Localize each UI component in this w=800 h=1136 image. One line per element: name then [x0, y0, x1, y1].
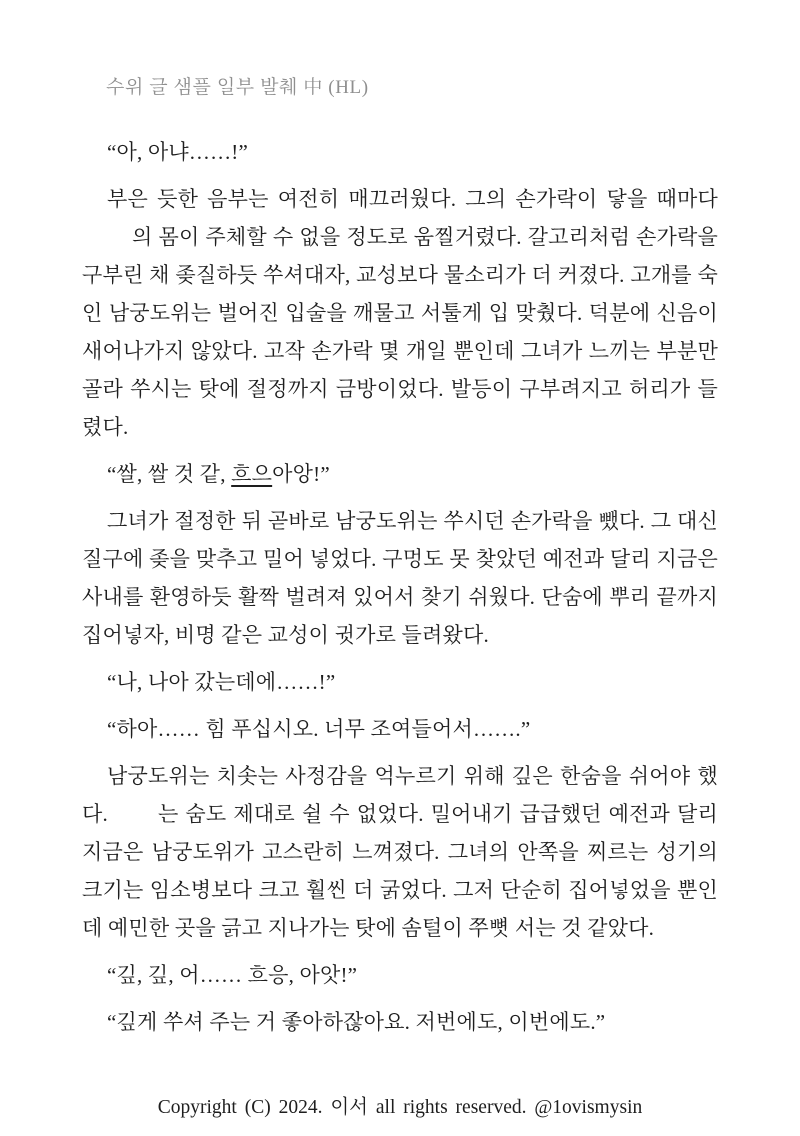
dialogue-text: “쌀, 쌀 것 같, [107, 462, 232, 486]
dialogue-text: “깊, 깊, 어…… 흐응, 아앗!” [107, 963, 358, 987]
narrative-paragraph [82, 180, 718, 446]
dialogue-line [82, 710, 718, 748]
dialogue-text: “하아…… 힘 푸십시오. 너무 조여들어서…….” [107, 717, 531, 741]
paragraph-text: 의 몸이 주체할 수 없을 정도로 움찔거렸다. 갈고리처럼 손가락을 구부린 채 좆질하듯 쑤셔대자, 교성보다 물소리가 더 커졌다. 고개를 숙인 남궁도위는 벌어진 입술을 깨물고 서툴게 입 맞췄다. 덕분에 신음이 새어나가지 않았다. 고작 손가락 몇 개일 뿐인데 그녀가 느끼는 부분만 골라 쑤시는 탓에 절정까지 금방이었다. 발등이 구부려지고 허리가 들렸다. [82, 225, 718, 439]
document-header-note: 수위 글 샘플 일부 발췌 中 (HL) [106, 77, 369, 98]
paragraph-text: 그녀가 절정한 뒤 곧바로 남궁도위는 쑤시던 손가락을 뺐다. 그 대신 질구에 좆을 맞추고 밀어 넣었다. 구멍도 못 찾았던 예전과 달리 지금은 사내를 환영하듯 활짝 벌려져 있어서 찾기 쉬웠다. 단숨에 뿌리 끝까지 집어넣자, 비명 같은 교성이 귓가로 들려왔다. [82, 509, 718, 647]
dialogue-text: “깊게 쑤셔 주는 거 좋아하잖아요. 저번에도, 이번에도.” [107, 1010, 606, 1034]
document-body [82, 133, 718, 1041]
dialogue-line [82, 663, 718, 701]
dialogue-text: “아, 아냐……!” [107, 140, 248, 164]
dialogue-text: “나, 나아 갔는데에……!” [107, 670, 336, 694]
dialogue-line [82, 133, 718, 171]
redacted-name-gap [108, 820, 158, 821]
paragraph-text: 남궁도위는 치솟는 사정감을 억누르기 위해 깊은 한숨을 쉬어야 했다. [82, 764, 718, 826]
redacted-name-gap [82, 243, 132, 244]
paragraph-text: 는 숨도 제대로 쉴 수 없었다. 밀어내기 급급했던 예전과 달리 지금은 남궁도위가 고스란히 느껴졌다. 그녀의 안쪽을 찌르는 성기의 크기는 임소병보다 크고 훨씬 더 굵었다. 그저 단순히 집어넣었을 뿐인데 예민한 곳을 긁고 지나가는 탓에 솜털이 쭈뼛 서는 것 같았다. [82, 802, 718, 940]
dialogue-text: 아앙!” [272, 462, 330, 486]
dialogue-line [82, 455, 718, 493]
underlined-dialogue-segment: 흐으 [231, 462, 273, 486]
copyright-footer: Copyright (C) 2024. 이서 all rights reserved. @1ovismysin [157, 1097, 643, 1118]
narrative-paragraph [82, 502, 718, 654]
narrative-paragraph [82, 757, 718, 947]
paragraph-text: 부은 듯한 음부는 여전히 매끄러웠다. 그의 손가락이 닿을 때마다 [107, 187, 718, 211]
dialogue-line [82, 956, 718, 994]
dialogue-line [82, 1003, 718, 1041]
